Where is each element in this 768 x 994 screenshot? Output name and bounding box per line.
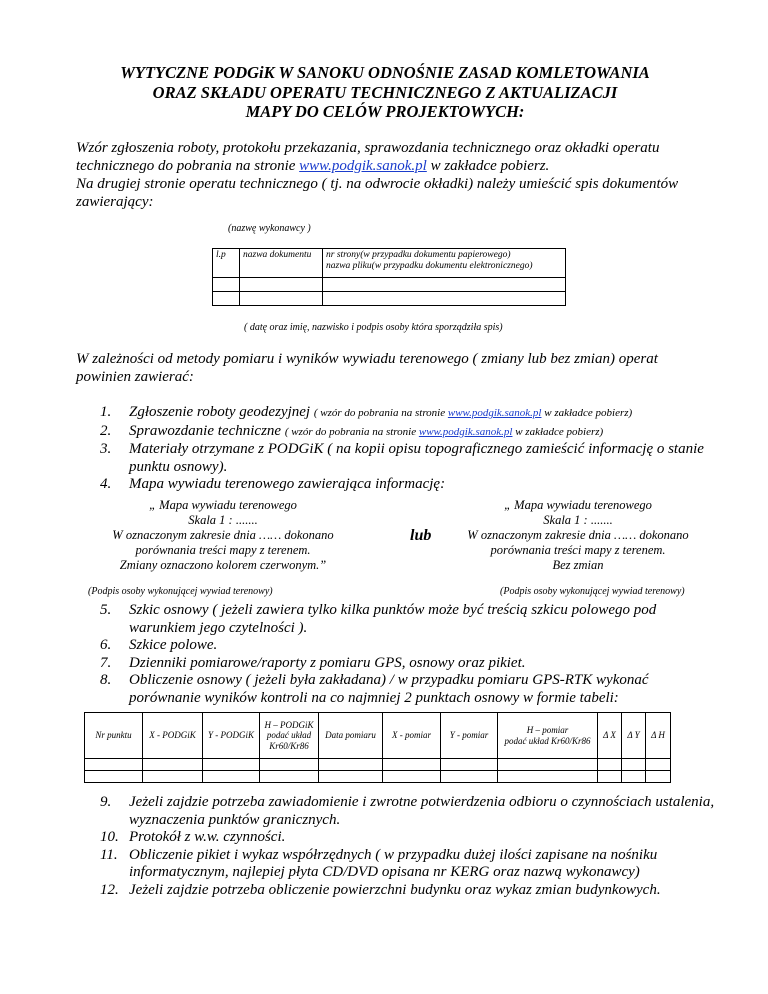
list-item (100, 602, 716, 637)
map-note-changes (88, 498, 358, 573)
table-cell (383, 759, 441, 771)
header-page-line-1: nr strony(w przypadku dokumentu papierowego) (326, 250, 511, 260)
table-cell (498, 771, 598, 783)
intro-paragraph (76, 139, 716, 211)
list-item (100, 672, 716, 707)
item-text: Materiały otrzymane z PODGiK ( na kopii opisu topograficznego zamieścić informację o stanie punktu osnowy). (129, 441, 704, 475)
table-cell (646, 759, 671, 771)
item-number: 6. (100, 637, 112, 653)
table-cell (598, 759, 622, 771)
list-item (100, 404, 716, 423)
item-note-end: w zakładce pobierz) (541, 407, 633, 419)
item-number: 12. (100, 881, 119, 898)
requirements-list-b (100, 602, 716, 707)
header-h-measured (498, 713, 598, 759)
item-text: Zgłoszenie roboty geodezyjnej (129, 404, 314, 420)
header-delta-y: Δ Y (622, 713, 646, 759)
list-item (100, 794, 716, 829)
table-cell (323, 278, 566, 292)
signature-label-right: (Podpis osoby wykonującej wywiad terenowy) (500, 586, 685, 597)
table-cell (213, 292, 240, 306)
item-text: Obliczenie osnowy ( jeżeli była zakładana) / w przypadku pomiaru GPS-RTK wykonać porównanie wyników kontroli na co najmniej 2 punktach osnowy w formie tabeli: (129, 672, 649, 706)
table-cell (498, 759, 598, 771)
item-note: ( wzór do pobrania na stronie (313, 407, 448, 419)
intro-text-1: Wzór zgłoszenia roboty, protokołu przekazania, sprawozdania technicznego oraz okładki operatu technicznego do pobrania na stronie (76, 140, 660, 174)
item-text: Obliczenie pikiet i wykaz współrzędnych ( w przypadku dużej ilości zapisane na nośniku informatycznym, najlepiej płyta CD/DVD opisana nr KERG oraz nazwą wykonawcy) (129, 846, 658, 880)
map-note-line: Skala 1 : ....... (188, 513, 258, 527)
table-cell (319, 771, 383, 783)
item-text: Jeżeli zajdzie potrzeba obliczenie powierzchni budynku oraz wykaz zmian budynkowych. (129, 881, 661, 898)
or-label: lub (410, 527, 432, 544)
header-h-measured-line: podać układ Kr60/Kr86 (504, 735, 591, 746)
item-text: Sprawozdanie techniczne (129, 422, 285, 439)
table-row (85, 759, 671, 771)
list-item (100, 637, 716, 655)
table-cell (383, 771, 441, 783)
item-text: Jeżeli zajdzie potrzeba zawiadomienie i zwrotne potwierdzenia odbioru o czynnościach ustalenia, wyznaczenia punktów granicznych. (129, 794, 715, 828)
list-item (100, 882, 716, 900)
header-x-podgik: X - PODGiK (143, 713, 203, 759)
header-date: Data pomiaru (319, 713, 383, 759)
map-note-line: Zmiany oznaczono kolorem czerwonym.” (119, 558, 327, 572)
table-cell (260, 771, 319, 783)
list-item (100, 476, 716, 494)
control-comparison-table (84, 712, 671, 783)
item-number: 10. (100, 829, 119, 845)
map-note-line: porównania treści mapy z terenem. (490, 543, 666, 557)
table-cell (622, 759, 646, 771)
header-h-measured-line: H – pomiar (526, 725, 569, 735)
intro-text-2: Na drugiej stronie operatu technicznego ( tj. na odwrocie okładki) należy umieścić spis dokumentów zawierający: (76, 176, 679, 210)
item-number: 9. (100, 794, 112, 810)
header-lp: l.p (213, 249, 240, 278)
table-cell (622, 771, 646, 783)
table-cell (213, 278, 240, 292)
table-cell (240, 278, 323, 292)
item-text: Mapa wywiadu terenowego zawierająca informację: (129, 476, 446, 492)
podgik-link[interactable]: www.podgik.sanok.pl (447, 407, 542, 419)
title-line-1: WYTYCZNE PODGiK W SANOKU ODNOŚNIE ZASAD KOMLETOWANIA (120, 63, 650, 82)
table-cell (646, 771, 671, 783)
list-item (100, 655, 716, 673)
title-line-3: MAPY DO CELÓW PROJEKTOWYCH: (245, 102, 525, 121)
item-note-end: w zakładce pobierz) (512, 425, 604, 438)
table-row (213, 249, 566, 278)
map-note-line: W oznaczonym zakresie dnia …… dokonano (467, 528, 689, 542)
table-cell (441, 759, 498, 771)
map-note-line: Skala 1 : ....... (543, 513, 613, 527)
item-number: 3. (100, 441, 112, 457)
map-note-line: „ Mapa wywiadu terenowego (149, 498, 297, 512)
contractor-label: (nazwę wykonawcy ) (228, 223, 311, 234)
table-cell (203, 771, 260, 783)
header-x-measured: X - pomiar (383, 713, 441, 759)
title-line-2: ORAZ SKŁADU OPERATU TECHNICZNEGO Z AKTUALIZACJI (152, 82, 618, 102)
page-title (60, 63, 710, 122)
table-header-row (85, 713, 671, 759)
header-page-line-2: nazwa pliku(w przypadku dokumentu elektronicznego) (326, 261, 533, 271)
document-list-table (212, 248, 566, 306)
item-number: 2. (100, 422, 112, 439)
section-intro: W zależności od metody pomiaru i wyników wywiadu terenowego ( zmiany lub bez zmian) operat powinien zawierać: (76, 351, 658, 385)
header-point-nr: Nr punktu (85, 713, 143, 759)
header-page (323, 249, 566, 278)
table-row (85, 771, 671, 783)
item-text: Szkic osnowy ( jeżeli zawiera tylko kilka punktów może być treścią szkicu polowego pod warunkiem jego czytelności ). (129, 602, 657, 636)
header-h-podgik-line: H – PODGiK (264, 719, 314, 730)
table-cell (85, 759, 143, 771)
intro-text-1-end: w zakładce pobierz. (426, 158, 550, 174)
table-cell (441, 771, 498, 783)
header-h-podgik-line: podać układ (266, 730, 312, 741)
map-note-no-changes (450, 498, 706, 573)
requirements-list-a (100, 404, 716, 494)
table-row (213, 292, 566, 306)
item-number: 4. (100, 476, 112, 492)
header-doc-name: nazwa dokumentu (240, 249, 323, 278)
item-number: 1. (100, 404, 112, 420)
item-number: 11. (100, 846, 118, 863)
table-cell (143, 759, 203, 771)
item-note: ( wzór do pobrania na stronie (284, 425, 419, 438)
signature-label-left: (Podpis osoby wykonującej wywiad terenowy) (88, 586, 273, 597)
table-cell (143, 771, 203, 783)
header-delta-x: Δ X (598, 713, 622, 759)
item-text: Protokół z w.w. czynności. (129, 829, 286, 845)
map-note-line: „ Mapa wywiadu terenowego (504, 498, 652, 512)
podgik-link[interactable]: www.podgik.sanok.pl (299, 158, 427, 174)
map-note-line: W oznaczonym zakresie dnia …… dokonano (112, 528, 334, 542)
table-cell (203, 759, 260, 771)
item-text: Szkice polowe. (129, 637, 218, 653)
table-cell (319, 759, 383, 771)
list-item (100, 847, 716, 882)
table-cell (240, 292, 323, 306)
list-footer-label: ( datę oraz imię, nazwisko i podpis osoby która sporządziła spis) (244, 322, 503, 333)
table-row (213, 278, 566, 292)
header-y-measured: Y - pomiar (441, 713, 498, 759)
item-number: 5. (100, 602, 112, 618)
list-item (100, 441, 716, 476)
map-note-line: Bez zmian (552, 558, 604, 572)
podgik-link[interactable]: www.podgik.sanok.pl (418, 425, 513, 438)
map-note-line: porównania treści mapy z terenem. (135, 543, 311, 557)
table-cell (323, 292, 566, 306)
table-cell (85, 771, 143, 783)
table-cell (598, 771, 622, 783)
list-item (100, 829, 716, 847)
table-cell (260, 759, 319, 771)
header-delta-h: Δ H (646, 713, 671, 759)
header-y-podgik: Y - PODGiK (203, 713, 260, 759)
list-item (100, 423, 716, 442)
item-text: Dzienniki pomiarowe/raporty z pomiaru GPS, osnowy oraz pikiet. (129, 654, 526, 671)
header-h-podgik (260, 713, 319, 759)
requirements-list-c (100, 794, 716, 899)
item-number: 8. (100, 672, 112, 688)
item-number: 7. (100, 654, 112, 671)
header-h-podgik-line: Kr60/Kr86 (269, 740, 309, 751)
